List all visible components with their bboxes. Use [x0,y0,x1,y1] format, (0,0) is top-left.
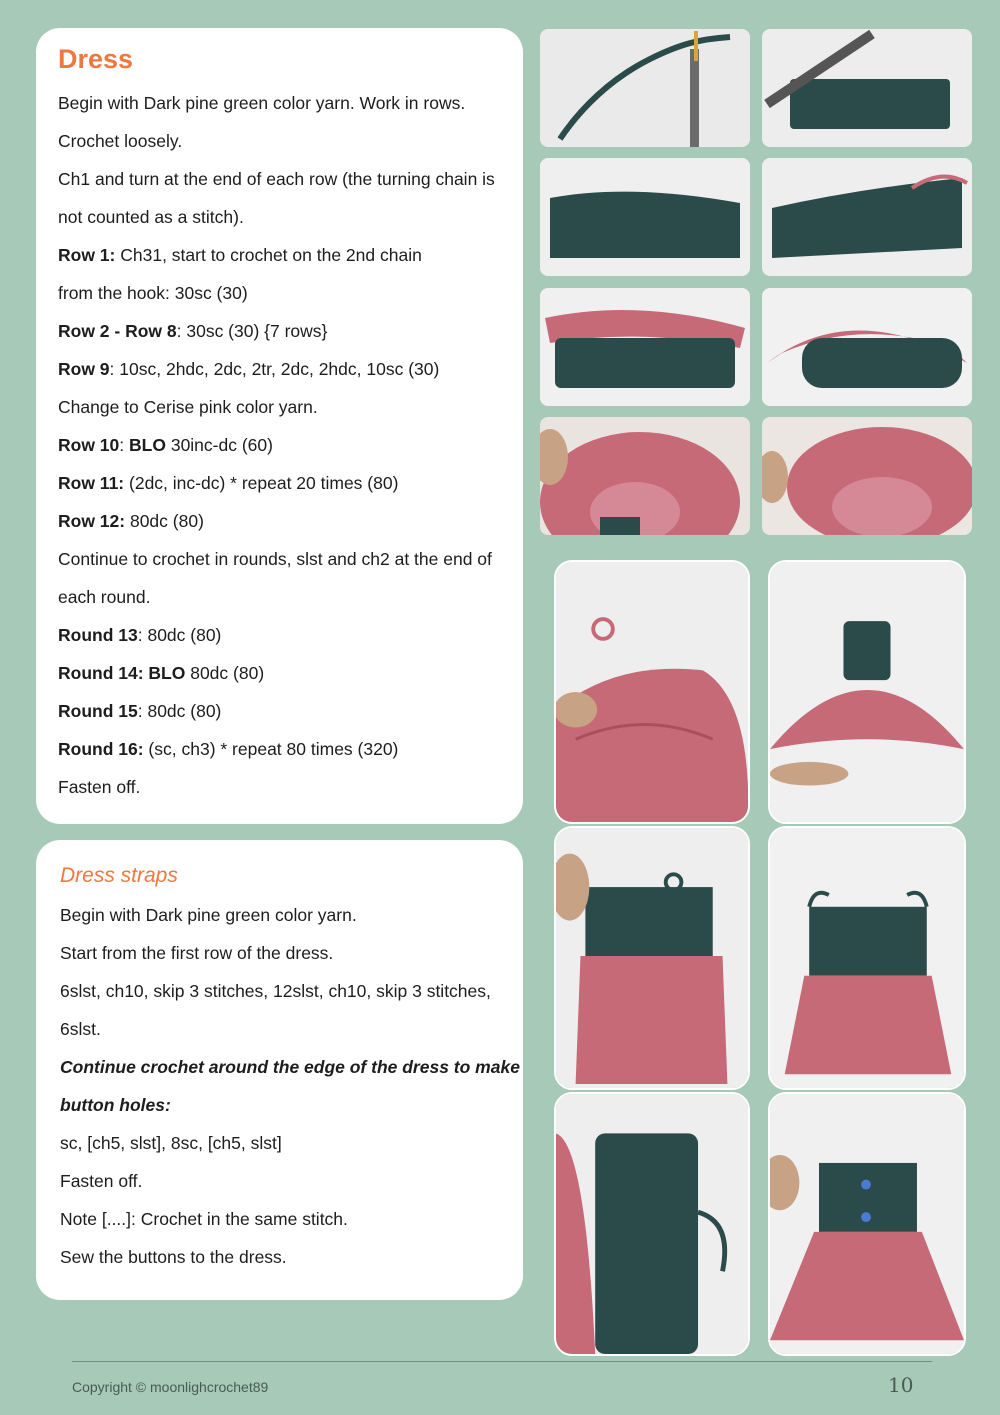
row-label: Round 15 [58,701,138,721]
dress-instruction-lines [58,84,501,806]
instruction-line [58,274,501,312]
instruction-line [58,616,501,654]
row-label: Round 16: [58,739,144,759]
photo-step-2-green-rectangle-with-hook [762,29,972,147]
straps-instructions-card [36,840,523,1300]
instruction-line [58,350,501,388]
photo-step-13-bodice-back-closeup [554,1092,750,1356]
instruction-line [58,578,501,616]
instruction-text: Continue to crochet in rounds, slst and ch2 at the end of [58,549,492,569]
photo-step-4-green-rectangle-pink-start [762,158,972,276]
instruction-line [60,1238,501,1276]
instruction-text: (2dc, inc-dc) * repeat 20 times (80) [124,473,399,493]
photo-step-9-skirt-loop-closeup [554,560,750,824]
instruction-text: 6slst, ch10, skip 3 stitches, 12slst, ch10, skip 3 stitches, [60,981,491,1001]
instruction-line [60,1124,501,1162]
instruction-text: Change to Cerise pink color yarn. [58,397,318,417]
instruction-text: Begin with Dark pine green color yarn. [60,905,357,925]
row-label: BLO [129,435,166,455]
row-label: Row 12: [58,511,126,531]
instruction-line [58,236,501,274]
instruction-text: 30inc-dc (60) [165,435,273,455]
instruction-text: Fasten off. [58,777,141,797]
instruction-text: Start from the first row of the dress. [60,943,334,963]
instruction-line [60,934,501,972]
instruction-text: 80dc (80) [125,511,204,531]
photo-step-7-pink-skirt-held [540,417,750,535]
row-label: Row 1: [58,245,116,265]
instruction-text: : 80dc (80) [137,625,222,645]
photo-step-12-dress-with-straps [768,826,966,1090]
instruction-line [60,1010,501,1048]
instruction-line [58,160,501,198]
copyright-text: Copyright © moonlighcrochet89 [72,1379,269,1395]
row-label: Round 14: BLO [58,663,186,683]
instruction-text: Note [....]: Crochet in the same stitch. [60,1209,348,1229]
instruction-text: 80dc (80) [185,663,265,683]
instruction-text: Fasten off. [60,1171,143,1191]
instruction-text: (sc, ch3) * repeat 80 times (320) [143,739,399,759]
instruction-line [60,1162,501,1200]
instruction-line [58,768,501,806]
instruction-line [60,1086,501,1124]
instruction-line [58,464,501,502]
photo-step-10-skirt-spread [768,560,966,824]
instruction-line [58,502,501,540]
instruction-text: : 10sc, 2hdc, 2dc, 2tr, 2dc, 2hdc, 10sc (30) [109,359,440,379]
instruction-text: : 30sc (30) {7 rows} [176,321,328,341]
straps-instruction-lines [60,896,520,1276]
straps-title: Dress straps [60,864,178,887]
row-label: Row 11: [58,473,125,493]
emphasis-text: button holes: [60,1095,171,1115]
photo-step-11-dress-with-strap-loop [554,826,750,1090]
instruction-line [60,896,501,934]
photo-step-6-pink-ruffle-row-alt [762,288,972,406]
row-label: Row 2 - Row 8 [58,321,177,341]
instruction-text: not counted as a stitch). [58,207,244,227]
photo-step-8-pink-skirt-held-alt [762,417,972,535]
row-label: Round 13 [58,625,138,645]
instruction-line [58,388,501,426]
instruction-text: sc, [ch5, slst], 8sc, [ch5, slst] [60,1133,282,1153]
dress-instructions-card [36,28,523,824]
instruction-line [58,730,501,768]
instruction-line [58,692,501,730]
instruction-text: each round. [58,587,151,607]
instruction-line [60,1200,501,1238]
instruction-text: from the hook: 30sc (30) [58,283,248,303]
footer-divider [72,1361,932,1362]
photo-step-3-green-rectangle-shaped [540,158,750,276]
dress-title: Dress [58,44,134,74]
row-label: Row 9 [58,359,110,379]
instruction-line [60,972,501,1010]
instruction-line [58,540,501,578]
photo-step-5-pink-ruffle-row [540,288,750,406]
page-number: 10 [888,1373,914,1397]
row-label: Row 10 [58,435,120,455]
instruction-text: : 80dc (80) [137,701,222,721]
instruction-text: Crochet loosely. [58,131,183,151]
instruction-text: 6slst. [60,1019,101,1039]
photo-step-1-chain-and-hook [540,29,750,147]
instruction-line [58,84,501,122]
emphasis-text: Continue crochet around the edge of the dress to make [60,1057,520,1077]
instruction-line [58,654,501,692]
instruction-text: Ch1 and turn at the end of each row (the turning chain is [58,169,495,189]
photo-step-14-dress-with-buttons [768,1092,966,1356]
instruction-text: Sew the buttons to the dress. [60,1247,287,1267]
instruction-line [58,122,501,160]
instruction-line [58,198,501,236]
instruction-line [60,1048,520,1086]
instruction-line [58,312,501,350]
instruction-line [58,426,501,464]
instruction-text: Begin with Dark pine green color yarn. Work in rows. [58,93,466,113]
instruction-text: : [119,435,130,455]
instruction-text: Ch31, start to crochet on the 2nd chain [115,245,422,265]
